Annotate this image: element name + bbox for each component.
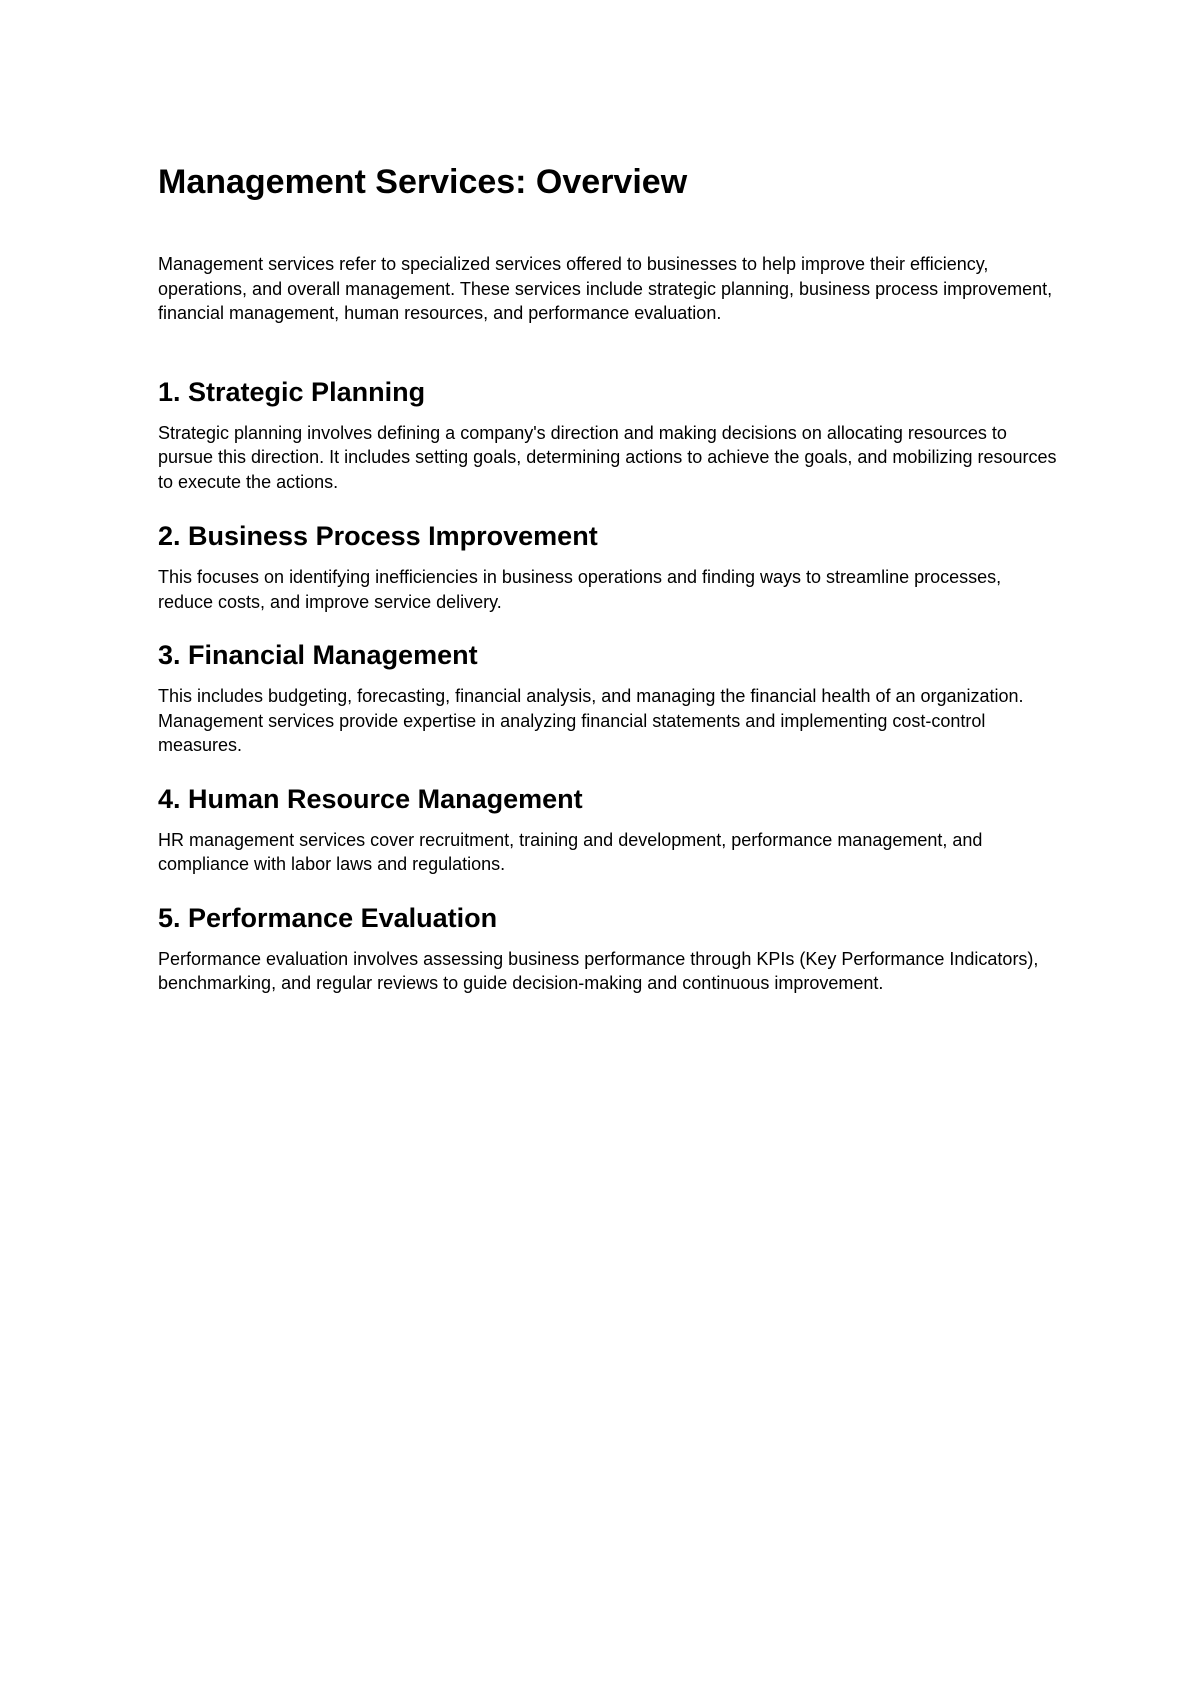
section-heading: 5. Performance Evaluation <box>158 902 498 933</box>
section-body: HR management services cover recruitment, training and development, performance management, and compliance with labor laws and regulations. <box>158 829 983 874</box>
section-heading: 2. Business Process Improvement <box>158 521 598 551</box>
section-performance-evaluation <box>158 900 1058 996</box>
section-body: Strategic planning involves defining a company's direction and making decisions on allocating resources to pursue this direction. It includes setting goals, determining actions to achieve the goals, and mobilizing resources to execute the actions. <box>158 422 1057 492</box>
section-body: Performance evaluation involves assessing business performance through KPIs (Key Performance Indicators), benchmarking, and regular reviews to guide decision-making and continuous improvement. <box>158 948 1039 993</box>
intro-paragraph: Management services refer to specialized services offered to businesses to help improve their efficiency, operations, and overall management. These services include strategic planning, business process improvement, financial management, human resources, and performance evaluation. <box>158 254 1053 323</box>
section-business-process-improvement <box>158 518 1058 614</box>
section-financial-management <box>158 637 1058 758</box>
section-human-resource-management <box>158 781 1058 877</box>
section-heading: 4. Human Resource Management <box>158 783 583 814</box>
section-body: This focuses on identifying inefficiencies in business operations and finding ways to streamline processes, reduce costs, and improve service delivery. <box>158 567 1002 612</box>
section-heading: 1. Strategic Planning <box>158 376 426 407</box>
section-heading: 3. Financial Management <box>158 640 478 670</box>
section-strategic-planning <box>158 374 1058 495</box>
page-title: Management Services: Overview <box>158 163 688 201</box>
document-page <box>158 158 1058 996</box>
section-body: This includes budgeting, forecasting, financial analysis, and managing the financial health of an organization. Management services provide expertise in analyzing financial statements and implementing cost-control measures. <box>158 686 1024 755</box>
